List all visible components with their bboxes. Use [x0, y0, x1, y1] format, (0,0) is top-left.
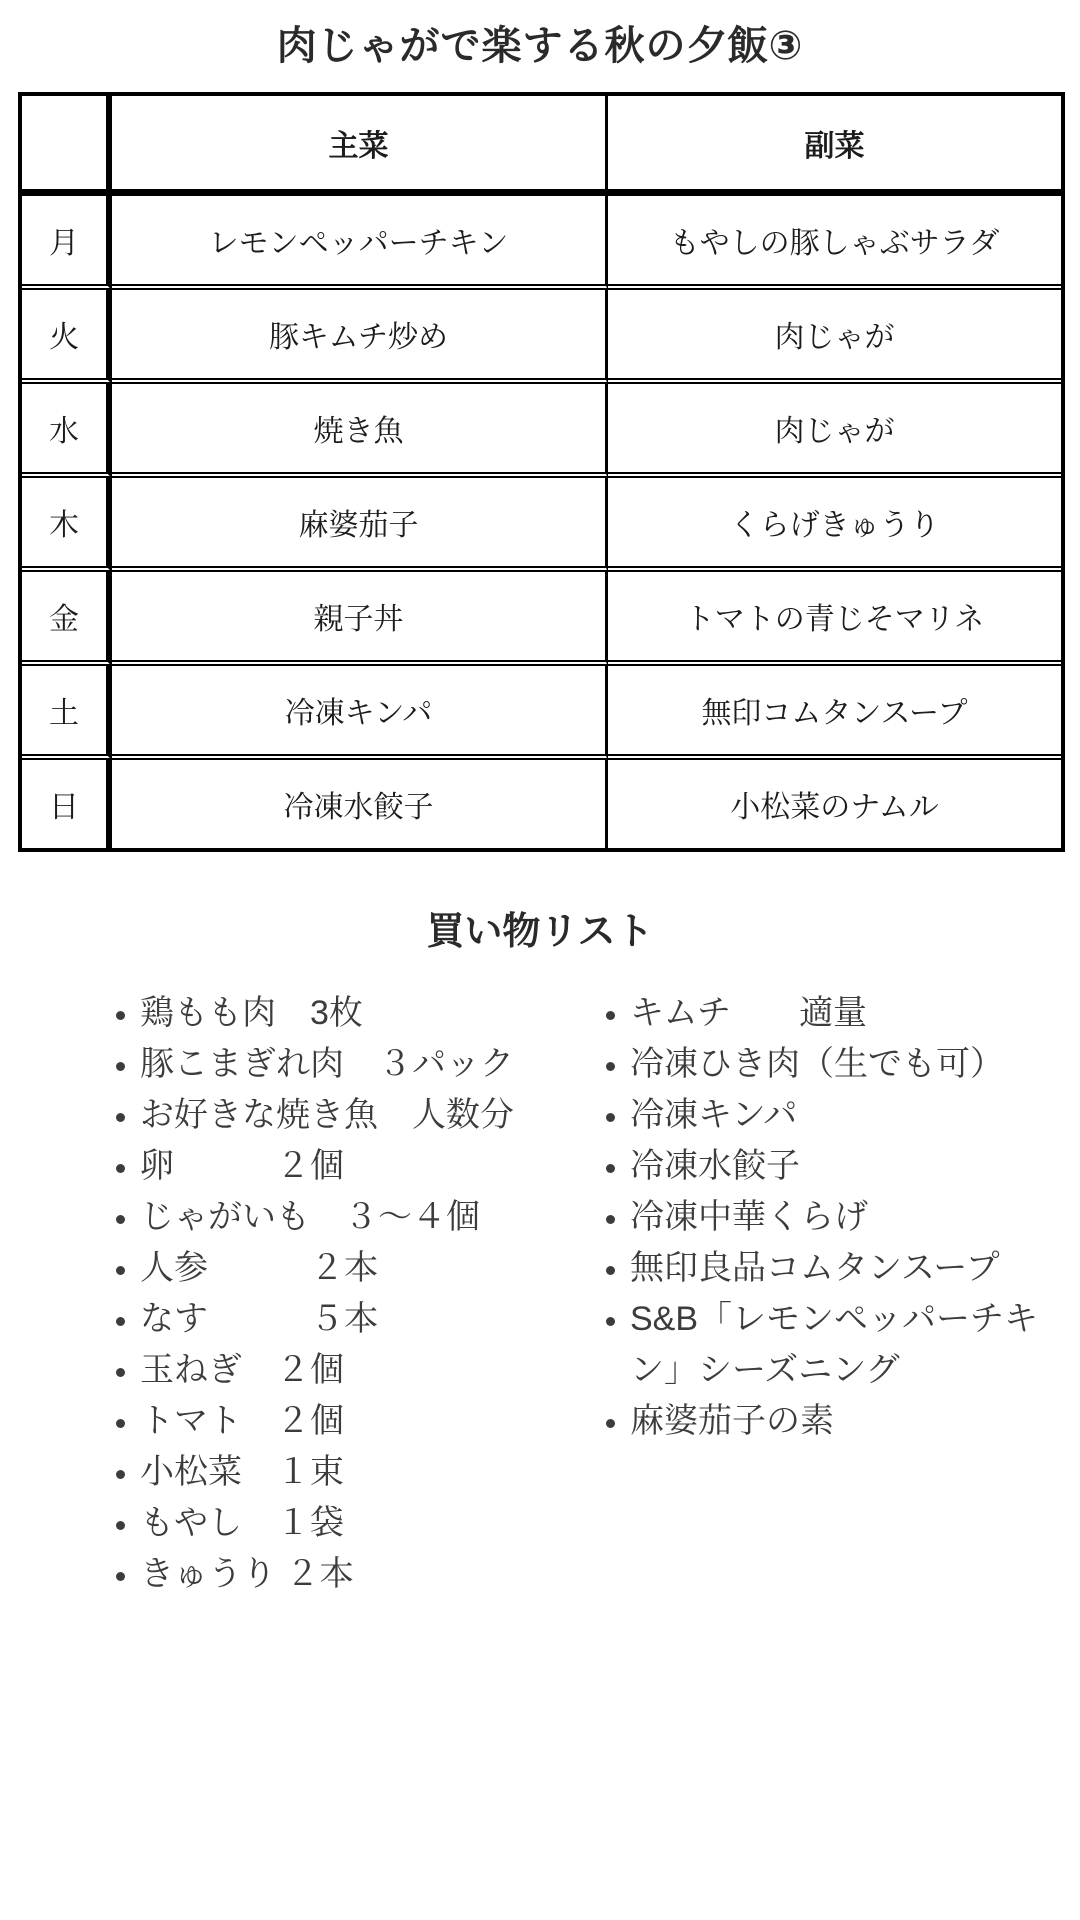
- menu-row-thursday: [22, 478, 1061, 572]
- menu-row-tuesday: [22, 290, 1061, 384]
- shopping-list-item: • もやし １袋: [140, 1498, 556, 1549]
- day-cell: 火: [22, 290, 112, 384]
- shopping-list-item: • S&B「レモンペッパーチキン」シーズニング: [630, 1294, 1070, 1396]
- main-dish-cell: 親子丼: [112, 572, 608, 666]
- shopping-list-item: • 豚こまぎれ肉 ３パック: [140, 1039, 556, 1090]
- shopping-list-right-column: [596, 988, 1070, 1447]
- shopping-list-item: • 小松菜 １束: [140, 1447, 556, 1498]
- menu-row-friday: [22, 572, 1061, 666]
- main-dish-cell: 冷凍キンパ: [112, 666, 608, 760]
- main-dish-cell: 焼き魚: [112, 384, 608, 478]
- side-dish-cell: 肉じゃが: [608, 384, 1061, 478]
- shopping-list-item: • キムチ 適量: [630, 988, 1070, 1039]
- shopping-list-item: • なす ５本: [140, 1294, 556, 1345]
- shopping-list-item: • きゅうり ２本: [140, 1549, 556, 1600]
- side-dish-cell: 小松菜のナムル: [608, 760, 1061, 848]
- shopping-list-item: • 冷凍キンパ: [630, 1090, 1070, 1141]
- day-cell: 金: [22, 572, 112, 666]
- shopping-list-item: • 卵 ２個: [140, 1141, 556, 1192]
- menu-row-wednesday: [22, 384, 1061, 478]
- shopping-list-item: • 玉ねぎ ２個: [140, 1345, 556, 1396]
- menu-row-monday: [22, 196, 1061, 290]
- menu-table-header-side: 副菜: [608, 96, 1061, 196]
- side-dish-cell: くらげきゅうり: [608, 478, 1061, 572]
- side-dish-cell: トマトの青じそマリネ: [608, 572, 1061, 666]
- side-dish-cell: もやしの豚しゃぶサラダ: [608, 196, 1061, 290]
- shopping-list: [0, 988, 1080, 1600]
- day-cell: 月: [22, 196, 112, 290]
- menu-row-saturday: [22, 666, 1061, 760]
- shopping-list-item: • じゃがいも ３〜４個: [140, 1192, 556, 1243]
- shopping-list-item: • 無印良品コムタンスープ: [630, 1243, 1070, 1294]
- main-dish-cell: 豚キムチ炒め: [112, 290, 608, 384]
- menu-table-corner-cell: [22, 96, 112, 196]
- shopping-list-item: • 冷凍水餃子: [630, 1141, 1070, 1192]
- shopping-list-heading: 買い物リスト: [426, 911, 654, 953]
- shopping-list-item: • 鶏もも肉 3枚: [140, 988, 556, 1039]
- menu-table-header-row: [22, 96, 1061, 196]
- shopping-list-item: • 冷凍中華くらげ: [630, 1192, 1070, 1243]
- side-dish-cell: 肉じゃが: [608, 290, 1061, 384]
- shopping-list-item: • お好きな焼き魚 人数分: [140, 1090, 556, 1141]
- day-cell: 日: [22, 760, 112, 848]
- day-cell: 木: [22, 478, 112, 572]
- day-cell: 水: [22, 384, 112, 478]
- day-cell: 土: [22, 666, 112, 760]
- menu-row-sunday: [22, 760, 1061, 848]
- shopping-list-item: • 人参 ２本: [140, 1243, 556, 1294]
- shopping-list-item: • 麻婆茄子の素: [630, 1396, 1070, 1447]
- side-dish-cell: 無印コムタンスープ: [608, 666, 1061, 760]
- main-dish-cell: レモンペッパーチキン: [112, 196, 608, 290]
- shopping-list-item: • トマト ２個: [140, 1396, 556, 1447]
- shopping-list-left-column: [106, 988, 556, 1600]
- weekly-menu-table: [18, 92, 1065, 852]
- main-dish-cell: 麻婆茄子: [112, 478, 608, 572]
- main-dish-cell: 冷凍水餃子: [112, 760, 608, 848]
- menu-table-header-main: 主菜: [112, 96, 608, 196]
- shopping-list-item: • 冷凍ひき肉（生でも可）: [630, 1039, 1070, 1090]
- page-title: 肉じゃがで楽する秋の夕飯③: [276, 24, 804, 68]
